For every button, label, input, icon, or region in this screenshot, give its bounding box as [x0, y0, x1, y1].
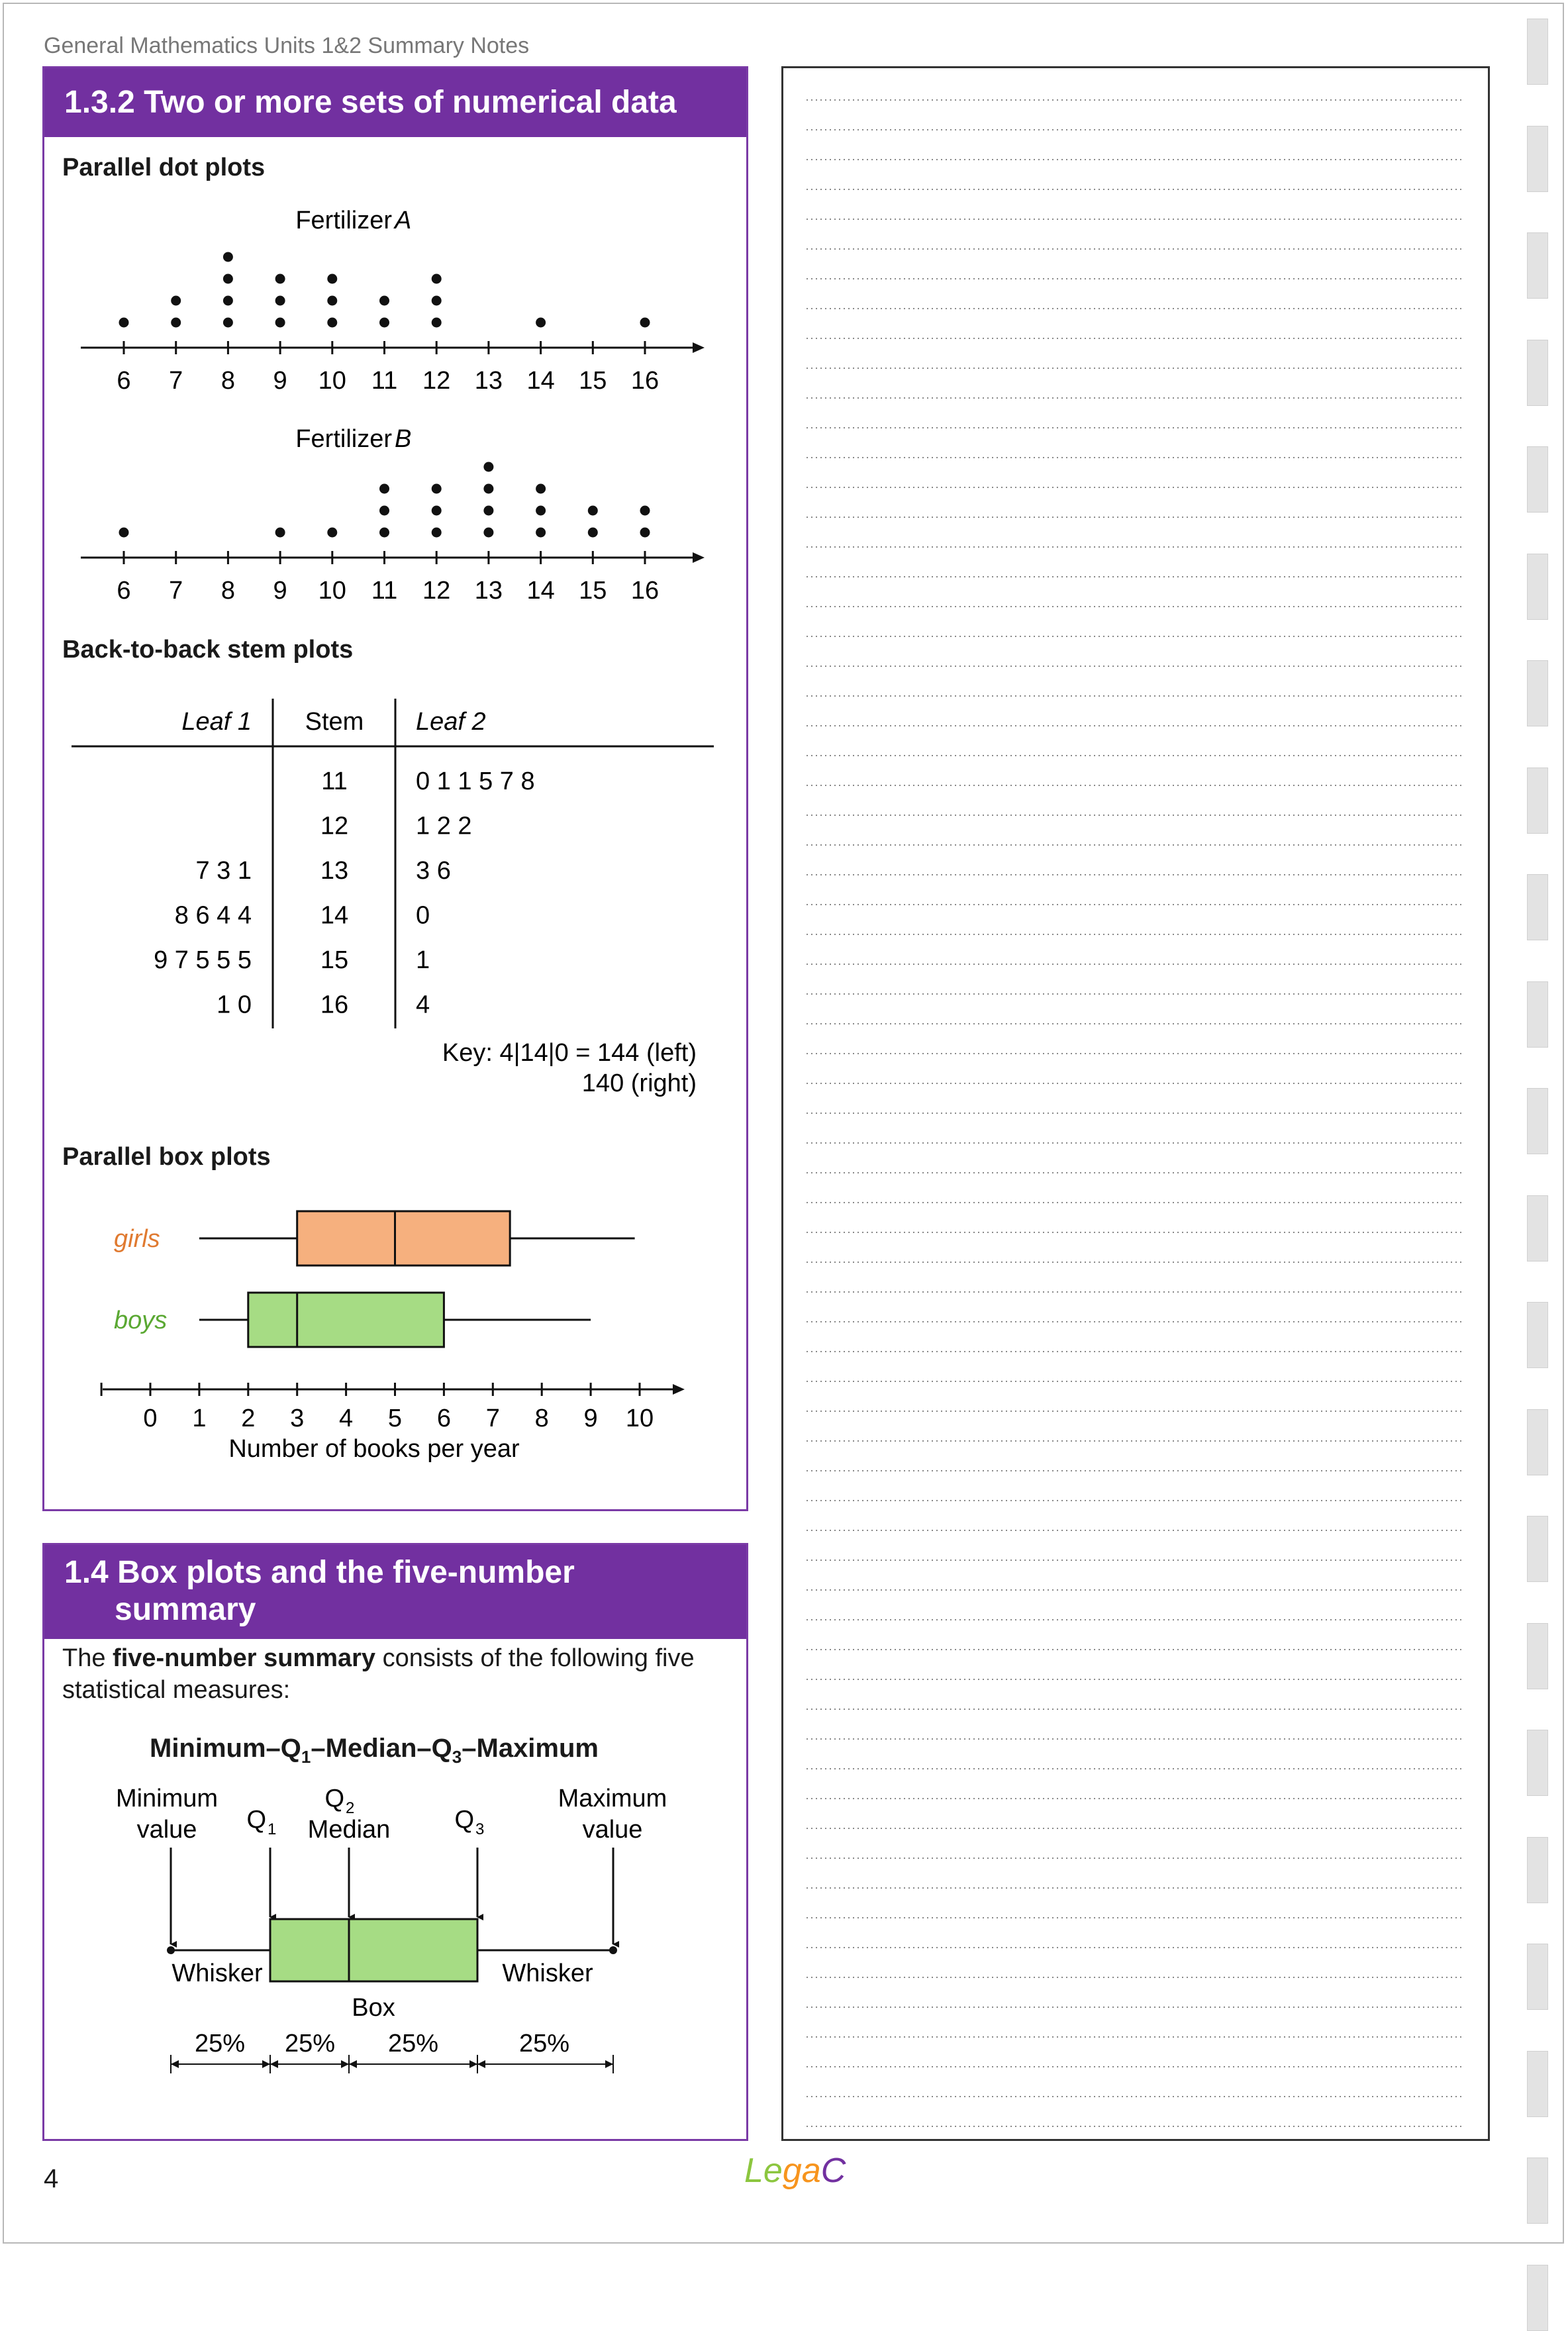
- box-plot-tick-label: 4: [339, 1405, 354, 1432]
- stem-header-leaf2: Leaf 2: [416, 708, 486, 736]
- dot-plot-b-title-prefix: Fertilizer: [295, 425, 392, 453]
- diag-pct-1: 25%: [194, 2030, 246, 2058]
- dot-plot-b-tick-label: 7: [169, 577, 183, 605]
- dot-plot-a-tick-label: 8: [220, 367, 235, 395]
- section-132-title: 1.3.2 Two or more sets of numerical data: [44, 68, 746, 137]
- stem-value: 16: [320, 991, 349, 1019]
- formula-sub3: 3: [452, 1747, 462, 1767]
- stem-leaf2: 0: [416, 901, 430, 930]
- stem-leaf1: 7 3 1: [195, 857, 252, 885]
- diag-max-point: [609, 1946, 617, 1954]
- dot-plot-b-tick-label: 12: [422, 577, 451, 605]
- side-tab: [1527, 232, 1548, 299]
- box-plot-tick-label: 5: [387, 1405, 403, 1432]
- dot-plot-a-tick-label: 10: [318, 367, 346, 395]
- diag-box: [270, 1919, 477, 1981]
- stem-key-line1: Key: 4|14|0 = 144 (left): [442, 1039, 697, 1067]
- page-number: 4: [44, 2164, 59, 2193]
- section-14-title: [44, 1545, 746, 1639]
- side-tab: [1527, 1623, 1548, 1689]
- formula-sub1: 1: [301, 1747, 311, 1767]
- side-tab: [1527, 1730, 1548, 1796]
- formula-a: Minimum–Q: [150, 1734, 301, 1763]
- side-tab: [1527, 19, 1548, 85]
- stem-leaf2: 1: [416, 946, 430, 974]
- diag-min-line1: Minimum: [115, 1785, 219, 1812]
- diag-percent-arrows: [171, 2055, 613, 2073]
- side-tab: [1527, 768, 1548, 834]
- dot-plots-heading: Parallel dot plots: [62, 154, 266, 181]
- stem-header-leaf1: Leaf 1: [181, 708, 252, 736]
- dot-plot-a-tick-label: 16: [630, 367, 660, 395]
- box-plot-axis-arrow: [673, 1384, 685, 1395]
- dot-plot-a-tick-label: 11: [371, 367, 398, 395]
- notes-dotted-lines: [783, 68, 1488, 2139]
- dot-plot-a-title-prefix: Fertilizer: [295, 207, 392, 234]
- box-plot-tick-label: 6: [436, 1405, 451, 1432]
- side-tab: [1527, 1302, 1548, 1368]
- diag-box-label: Box: [352, 1994, 395, 2022]
- diag-q1: Q: [246, 1806, 266, 1834]
- side-tab: [1527, 554, 1548, 620]
- stem-leaf2: 1 2 2: [416, 812, 472, 840]
- diag-whisker-left-label: Whisker: [172, 1959, 263, 1987]
- dot-plot-b-tick-label: 13: [474, 577, 503, 605]
- stem-value: 11: [321, 768, 348, 795]
- side-tab: [1527, 2265, 1548, 2331]
- pct-arrowhead: [270, 2060, 278, 2068]
- girls-label: girls: [114, 1225, 160, 1253]
- dot-plot-a-tick-label: 7: [169, 367, 183, 395]
- stem-value: 12: [320, 812, 349, 840]
- box-plot-tick-label: 7: [485, 1405, 500, 1432]
- dot-plot-b-title-italic: B: [395, 425, 412, 453]
- dot-plot-a-tick-label: 15: [579, 367, 607, 395]
- box-plot-tick-label: 3: [290, 1405, 305, 1432]
- diag-max-line1: Maximum: [558, 1785, 667, 1812]
- stem-value: 15: [320, 946, 349, 974]
- diag-q3-sub: 3: [475, 1820, 485, 1838]
- diag-min-point: [167, 1946, 175, 1954]
- side-tab: [1527, 2051, 1548, 2117]
- box-plot-tick-label: 10: [625, 1405, 654, 1432]
- formula-b: –Median–Q: [311, 1734, 452, 1763]
- dot-plot-b-tick-label: 15: [579, 577, 607, 605]
- diag-max-line2: value: [582, 1816, 643, 1844]
- side-tab: [1527, 981, 1548, 1048]
- dot-plot-b-tick-label: 11: [371, 577, 398, 605]
- dot-plot-a-tick-label: 12: [422, 367, 451, 395]
- side-tab: [1527, 1516, 1548, 1582]
- box-plot-tick-label: 8: [534, 1405, 549, 1432]
- dot-plot-a-tick-label: 13: [474, 367, 503, 395]
- stem-leaf2: 3 6: [416, 857, 451, 885]
- side-tab: [1527, 446, 1548, 513]
- stem-leaf2: 4: [416, 991, 430, 1019]
- pct-arrowhead: [605, 2060, 613, 2068]
- para-post: consists of the following five statistical measures:: [62, 1644, 695, 1704]
- stem-plots-heading: Back-to-back stem plots: [62, 636, 354, 664]
- diag-pct-4: 25%: [518, 2030, 570, 2058]
- side-tab: [1527, 1409, 1548, 1475]
- section-14-title-line2: summary: [115, 1592, 256, 1627]
- diag-whisker-right-label: Whisker: [502, 1959, 593, 1987]
- stem-value: 14: [320, 901, 349, 930]
- dot-plot-a-title-italic: A: [395, 207, 412, 234]
- five-number-paragraph: [62, 1642, 731, 1706]
- para-bold: five-number summary: [113, 1644, 376, 1672]
- dot-plot-b-tick-label: 9: [273, 577, 287, 605]
- running-head: General Mathematics Units 1&2 Summary Notes: [44, 33, 530, 58]
- pct-arrowhead: [349, 2060, 357, 2068]
- notes-area: [781, 66, 1490, 2141]
- girls-box: [297, 1211, 510, 1265]
- dot-plot-b-tick-label: 14: [526, 577, 555, 605]
- diag-pct-3: 25%: [387, 2030, 439, 2058]
- side-tab: [1527, 2157, 1548, 2224]
- pct-arrowhead: [477, 2060, 485, 2068]
- stem-value: 13: [320, 857, 349, 885]
- pct-arrowhead: [341, 2060, 349, 2068]
- box-plot-tick-label: 0: [143, 1405, 158, 1432]
- formula-c: –Maximum: [462, 1734, 599, 1763]
- side-tab: [1527, 874, 1548, 940]
- boys-box: [248, 1293, 444, 1347]
- side-tab: [1527, 1837, 1548, 1903]
- dot-plot-a-tick-label: 14: [526, 367, 555, 395]
- dot-plot-b-tick-label: 10: [318, 577, 346, 605]
- section-14-title-line1: 1.4 Box plots and the five-number: [64, 1555, 575, 1590]
- diag-pct-2: 25%: [284, 2030, 336, 2058]
- stem-key-line2: 140 (right): [581, 1069, 697, 1097]
- five-number-formula: [0, 1734, 748, 1767]
- box-plot-tick-label: 1: [192, 1405, 207, 1432]
- parallel-box-plots-svg: [0, 0, 755, 1497]
- pct-arrowhead: [469, 2060, 477, 2068]
- stem-leaf2: 0 1 1 5 7 8: [416, 768, 535, 795]
- pct-arrowhead: [262, 2060, 270, 2068]
- stem-header-stem: Stem: [305, 708, 364, 736]
- stem-leaf1: 1 0: [217, 991, 252, 1019]
- pct-arrowhead: [171, 2060, 179, 2068]
- box-plots-heading: Parallel box plots: [62, 1143, 271, 1171]
- diag-q3: Q: [454, 1806, 474, 1834]
- diag-median: Median: [307, 1816, 391, 1844]
- dot-plot-a-tick-label: 9: [273, 367, 287, 395]
- box-plot-xlabel: Number of books per year: [228, 1435, 520, 1463]
- side-tab: [1527, 340, 1548, 406]
- box-plot-diagram: [0, 1775, 755, 2086]
- side-tab: [1527, 1944, 1548, 2010]
- dot-plot-b-tick-label: 8: [220, 577, 235, 605]
- dot-plot-b-tick-label: 16: [630, 577, 660, 605]
- parallel-box-plots: [101, 1211, 685, 1432]
- dot-plot-a-tick-label: 6: [117, 367, 131, 395]
- boys-label: boys: [114, 1307, 168, 1334]
- diag-q2: Q: [324, 1785, 344, 1812]
- side-tab: [1527, 1195, 1548, 1262]
- diag-q2-sub: 2: [346, 1799, 355, 1817]
- dot-plot-b-tick-label: 6: [117, 577, 131, 605]
- side-tab: [1527, 126, 1548, 192]
- box-plot-tick-label: 2: [241, 1405, 256, 1432]
- diag-min-line2: value: [136, 1816, 197, 1844]
- box-plot-tick-label: 9: [583, 1405, 598, 1432]
- diag-q1-sub: 1: [268, 1820, 277, 1838]
- para-pre: The: [62, 1644, 113, 1672]
- side-tab: [1527, 660, 1548, 726]
- logo: LegaC: [744, 2152, 846, 2190]
- stem-leaf1: 9 7 5 5 5: [154, 946, 252, 974]
- stem-leaf1: 8 6 4 4: [174, 901, 252, 930]
- side-tab: [1527, 1088, 1548, 1154]
